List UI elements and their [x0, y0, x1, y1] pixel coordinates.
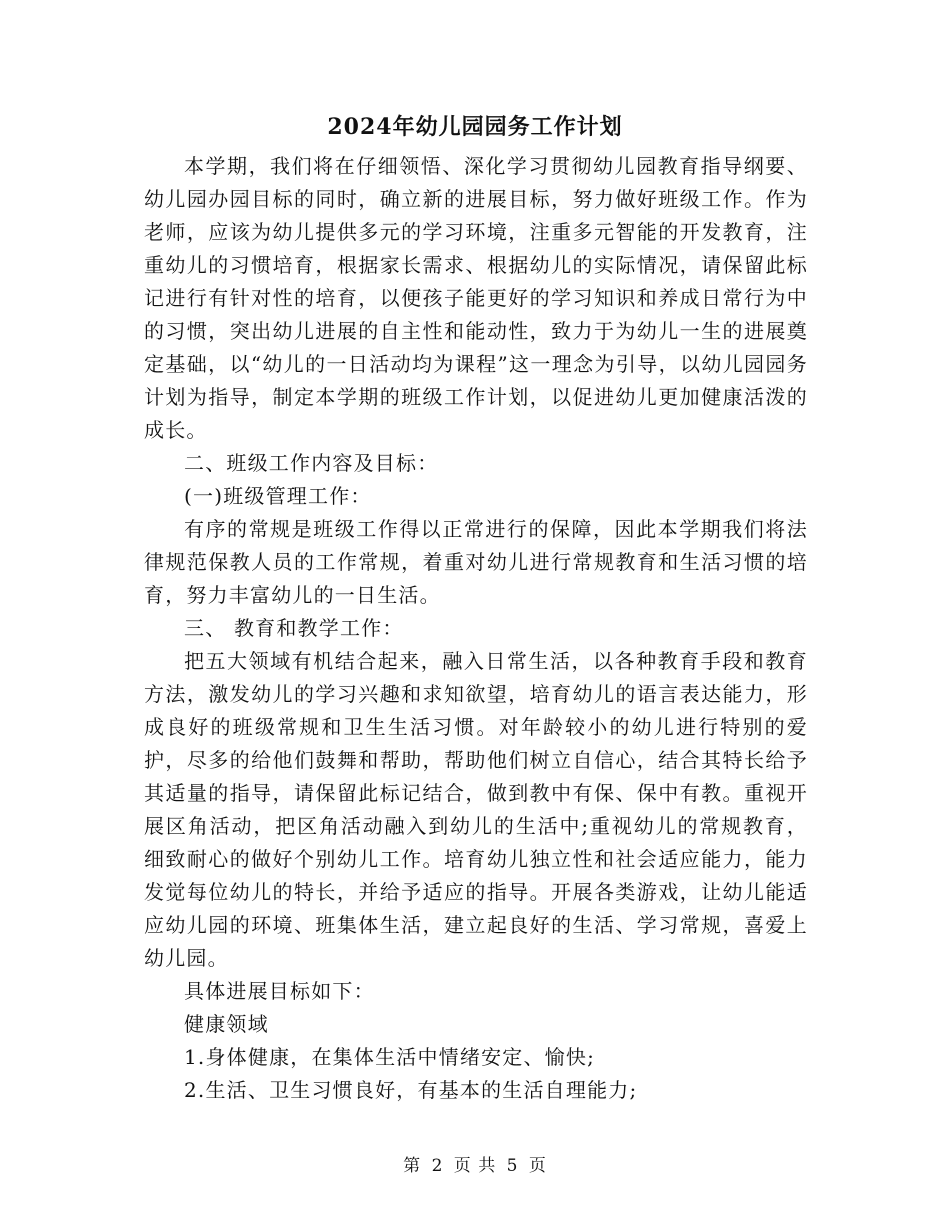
page-footer	[0, 1154, 950, 1178]
section-heading-teaching: 三、 教育和教学工作：	[184, 616, 404, 640]
document-body	[144, 150, 808, 1107]
section-heading-class-work: 二、班级工作内容及目标：	[184, 451, 439, 475]
paragraph-intro: 本学期，我们将在仔细领悟、深化学习贯彻幼儿园教育指导纲要、幼儿园办园目标的同时，确立新的进展目标，努力做好班级工作。作为老师，应该为幼儿提供多元的学习环境，注重多元智能的开发教育，注重幼儿的习惯培育，根据家长需求、根据幼儿的实际情况，请保留此标记进行有针对性的培育，以便孩子能更好的学习知识和养成日常行为中的习惯，突出幼儿进展的自主性和能动性，致力于为幼儿一生的进展奠定基础，以“幼儿的一日活动均为课程”这一理念为引导，以幼儿园园务计划为指导，制定本学期的班级工作计划，以促进幼儿更加健康活泼的成长。	[144, 154, 808, 442]
page-label-middle: 页 共	[453, 1156, 497, 1176]
page-label-prefix: 第	[403, 1156, 422, 1176]
paragraph-teaching: 把五大领域有机结合起来，融入日常生活，以各种教育手段和教育方法，激发幼儿的学习兴趣和求知欲望，培育幼儿的语言表达能力，形成良好的班级常规和卫生生活习惯。对年龄较小的幼儿进行特别的爱护，尽多的给他们鼓舞和帮助，帮助他们树立自信心，结合其特长给予其适量的指导，请保留此标记结合，做到教中有保、保中有教。重视开展区角活动，把区角活动融入到幼儿的生活中;重视幼儿的常规教育，细致耐心的做好个别幼儿工作。培育幼儿独立性和社会适应能力，能力发觉每位幼儿的特长，并给予适应的指导。开展各类游戏，让幼儿能适应幼儿园的环境、班集体生活，建立起良好的生活、学习常规，喜爱上幼儿园。	[144, 649, 808, 970]
list-item-goal-2: 2.生活、卫生习惯良好，有基本的生活自理能力;	[184, 1078, 638, 1102]
subheading-health-domain: 健康领域	[184, 1012, 269, 1036]
page-label-suffix: 页	[528, 1156, 547, 1176]
paragraph-class-management: 有序的常规是班级工作得以正常进行的保障，因此本学期我们将法律规范保教人员的工作常规，着重对幼儿进行常规教育和生活习惯的培育，努力丰富幼儿的一日生活。	[144, 517, 808, 607]
subsection-heading-class-management: (一)班级管理工作：	[184, 484, 372, 508]
document-title: 2024年幼儿园园务工作计划	[327, 114, 623, 140]
total-pages-number: 5	[506, 1156, 519, 1176]
current-page-number: 2	[431, 1156, 444, 1176]
list-item-goal-1: 1.身体健康，在集体生活中情绪安定、愉快;	[184, 1045, 596, 1069]
paragraph-goals-intro: 具体进展目标如下：	[184, 979, 375, 1003]
